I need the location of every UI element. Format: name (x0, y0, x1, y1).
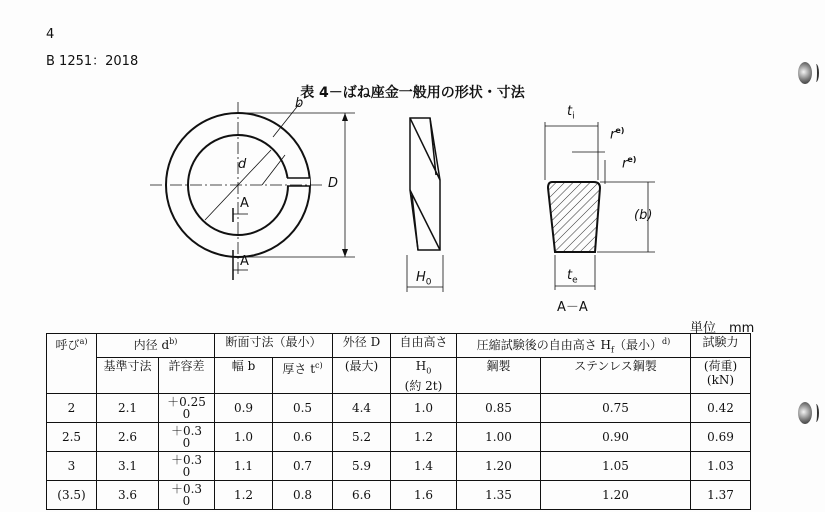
table-row: (3.5) 3.6 ＋0.3 0 1.2 0.8 6.6 1.6 1.35 1.20 1.37 (47, 481, 751, 510)
header-thickness: 厚さ $t^{c)}$ (273, 358, 333, 394)
header-basic-size: 基準寸法 (97, 358, 159, 394)
binder-hole-icon (798, 402, 812, 424)
header-load: (荷重) (kN) (691, 358, 751, 394)
header-tolerance: 許容差 (159, 358, 215, 394)
dimension-table (46, 333, 751, 510)
table-row: 2 2.1 ＋0.25 0 0.9 0.5 4.4 1.0 0.85 0.75 0.42 (47, 394, 751, 423)
header-steel: 鋼製 (457, 358, 541, 394)
header-free-height: 自由高さ (391, 334, 457, 358)
header-stainless: ステンレス鋼製 (541, 358, 691, 394)
header-post-compression: 圧縮試験後の自由高さ $H_f$（最小）$^{d)}$ (457, 334, 691, 358)
label-radius: $r^{e)}$ (622, 155, 637, 172)
label-te: $t_e$ (567, 268, 578, 286)
label-d: d (238, 157, 247, 172)
label-A-section: A (240, 254, 249, 269)
table-row: 3 3.1 ＋0.3 0 1.1 0.7 5.9 1.4 1.20 1.05 1.03 (47, 452, 751, 481)
unit-label: 単位 mm (690, 321, 755, 336)
header-section-dims: 断面寸法（最小） (215, 334, 333, 358)
header-inner-diameter: 内径 $d^{b)}$ (97, 334, 215, 358)
label-H0: $H_0$ (416, 270, 432, 288)
washer-front-view (150, 102, 355, 280)
table-title: 表 4－ばね座金一般用の形状・寸法 (300, 85, 525, 101)
label-b: b (295, 96, 304, 111)
label-radius: $r^{e)}$ (610, 126, 625, 143)
table-row: 2.5 2.6 ＋0.3 0 1.0 0.6 5.2 1.2 1.00 0.90 0.69 (47, 423, 751, 452)
header-h0: $H_0$ (約 2t) (391, 358, 457, 394)
header-width: 幅 b (215, 358, 273, 394)
washer-cross-section (545, 122, 655, 290)
label-section-AA: A－A (557, 300, 588, 315)
label-A-section: A (240, 196, 249, 211)
standard-number: B 1251：2018 (46, 54, 139, 69)
label-ti: $t_i$ (567, 104, 575, 122)
header-outer-diameter: 外径 D (333, 334, 391, 358)
washer-side-view (407, 118, 443, 292)
label-D: D (328, 176, 339, 191)
header-test-force: 試験力 (691, 334, 751, 358)
page-number: 4 (46, 27, 55, 42)
header-max: (最大) (333, 358, 391, 394)
label-b-paren: (b) (634, 208, 653, 223)
header-nominal: 呼び$^{a)}$ (47, 334, 97, 394)
